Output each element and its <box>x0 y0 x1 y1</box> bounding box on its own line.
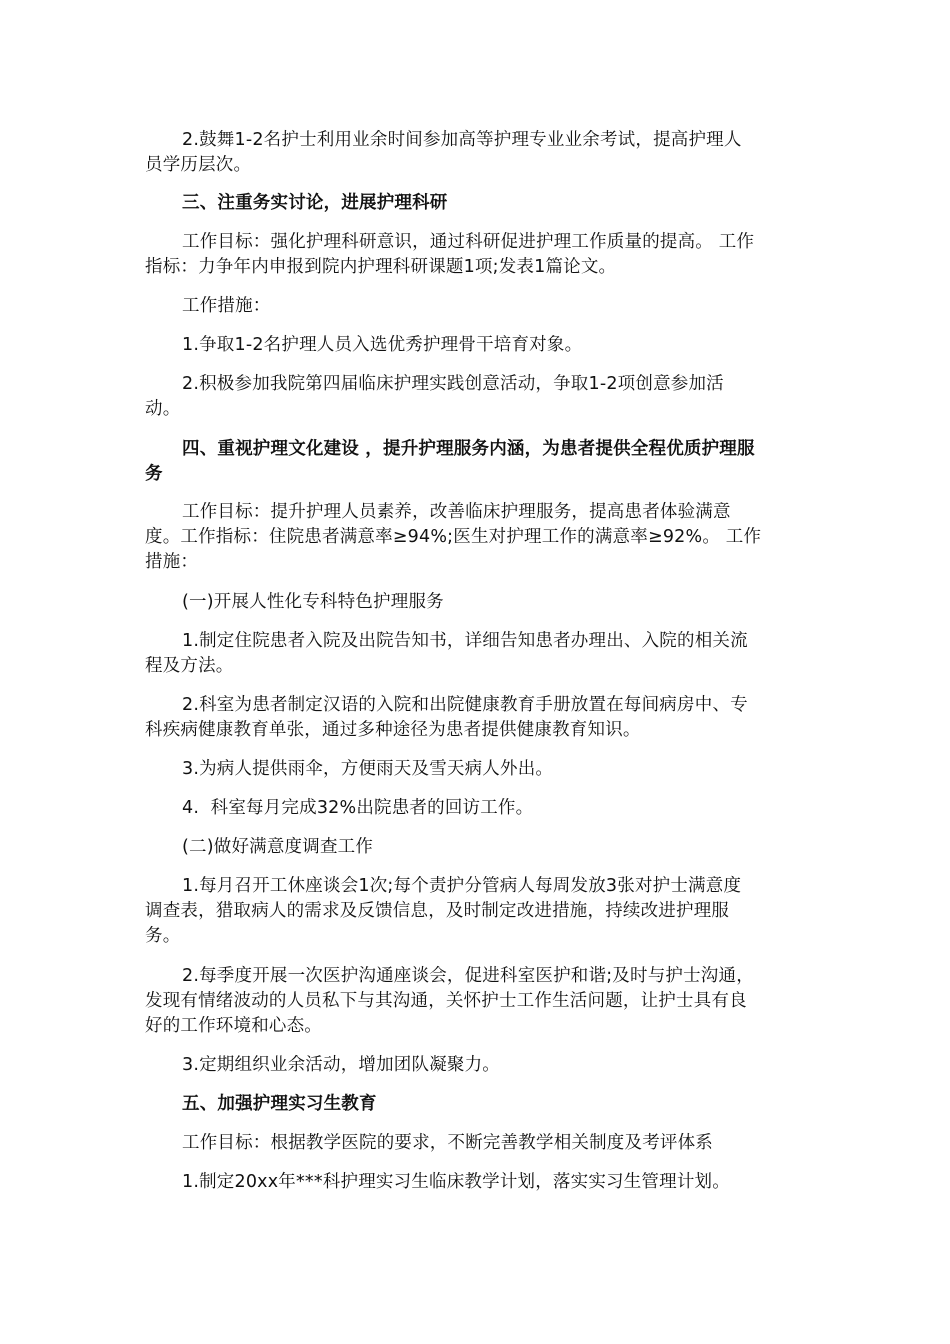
heading-text: 三、注重务实讨论，进展护理科研 <box>182 193 448 213</box>
text-line: 务。 <box>145 926 181 946</box>
text-line: 1.制定住院患者入院及出院告知书，详细告知患者办理出、入院的相关流 <box>182 631 748 651</box>
paragraph-p1 <box>145 128 805 178</box>
section-heading-3 <box>145 191 805 216</box>
paragraph-p5 <box>145 372 805 422</box>
text-line: 调查表，猎取病人的需求及反馈信息，及时制定改进措施，持续改进护理服 <box>145 901 730 921</box>
text-line: (一)开展人性化专科特色护理服务 <box>182 592 444 612</box>
paragraph-p3 <box>145 294 805 319</box>
paragraph-p17 <box>145 1170 805 1195</box>
text-line: 好的工作环境和心态。 <box>145 1016 322 1036</box>
text-line: 1.制定20xx年***科护理实习生临床教学计划，落实实习生管理计划。 <box>182 1172 730 1192</box>
heading-text: 务 <box>145 464 163 484</box>
text-line: 工作目标：提升护理人员素养，改善临床护理服务，提高患者体验满意 <box>182 502 731 522</box>
text-line: 科疾病健康教育单张，通过多种途径为患者提供健康教育知识。 <box>145 720 641 740</box>
text-line: 工作措施： <box>182 296 271 316</box>
paragraph-p9 <box>145 693 805 743</box>
text-line: 2.每季度开展一次医护沟通座谈会，促进科室医护和谐;及时与护士沟通， <box>182 966 754 986</box>
paragraph-p4 <box>145 333 805 358</box>
text-line: 程及方法。 <box>145 656 234 676</box>
text-line: 1.每月召开工休座谈会1次;每个责护分管病人每周发放3张对护士满意度 <box>182 876 742 896</box>
paragraph-p11 <box>145 796 805 821</box>
text-line: 2.鼓舞1-2名护士利用业余时间参加高等护理专业业余考试，提高护理人 <box>182 130 742 150</box>
section-heading-5 <box>145 1092 805 1117</box>
text-line: 3.为病人提供雨伞，方便雨天及雪天病人外出。 <box>182 759 554 779</box>
paragraph-p14 <box>145 964 805 1039</box>
paragraph-p12 <box>145 835 805 860</box>
paragraph-p16 <box>145 1131 805 1156</box>
paragraph-p6 <box>145 500 805 575</box>
text-line: 动。 <box>145 399 181 419</box>
text-line: 1.争取1-2名护理人员入选优秀护理骨干培育对象。 <box>182 335 583 355</box>
text-line: 工作目标：强化护理科研意识，通过科研促进护理工作质量的提高。 工作 <box>182 232 755 252</box>
text-line: 发现有情绪波动的人员私下与其沟通，关怀护士工作生活问题，让护士具有良 <box>145 991 747 1011</box>
heading-text: 五、加强护理实习生教育 <box>182 1094 377 1114</box>
text-line: 3.定期组织业余活动，增加团队凝聚力。 <box>182 1055 500 1075</box>
paragraph-p7 <box>145 590 805 615</box>
paragraph-p10 <box>145 757 805 782</box>
text-line: 员学历层次。 <box>145 155 252 175</box>
text-line: 2.科室为患者制定汉语的入院和出院健康教育手册放置在每间病房中、专 <box>182 695 748 715</box>
text-line: 度。工作指标：住院患者满意率≥94%;医生对护理工作的满意率≥92%。 工作 <box>145 527 762 547</box>
text-line: 2.积极参加我院第四届临床护理实践创意活动，争取1-2项创意参加活 <box>182 374 724 394</box>
text-line: 措施： <box>145 552 199 572</box>
heading-text: 四、重视护理文化建设 ，提升护理服务内涵，为患者提供全程优质护理服 <box>182 439 755 459</box>
paragraph-p2 <box>145 230 805 280</box>
section-heading-4 <box>145 437 805 487</box>
text-line: 工作目标：根据教学医院的要求，不断完善教学相关制度及考评体系 <box>182 1133 713 1153</box>
paragraph-p13 <box>145 874 805 949</box>
text-line: 指标：力争年内申报到院内护理科研课题1项;发表1篇论文。 <box>145 257 617 277</box>
paragraph-p15 <box>145 1053 805 1078</box>
text-line: (二)做好满意度调查工作 <box>182 837 374 857</box>
paragraph-p8 <box>145 629 805 679</box>
text-line: 4. 科室每月完成32%出院患者的回访工作。 <box>182 798 534 818</box>
